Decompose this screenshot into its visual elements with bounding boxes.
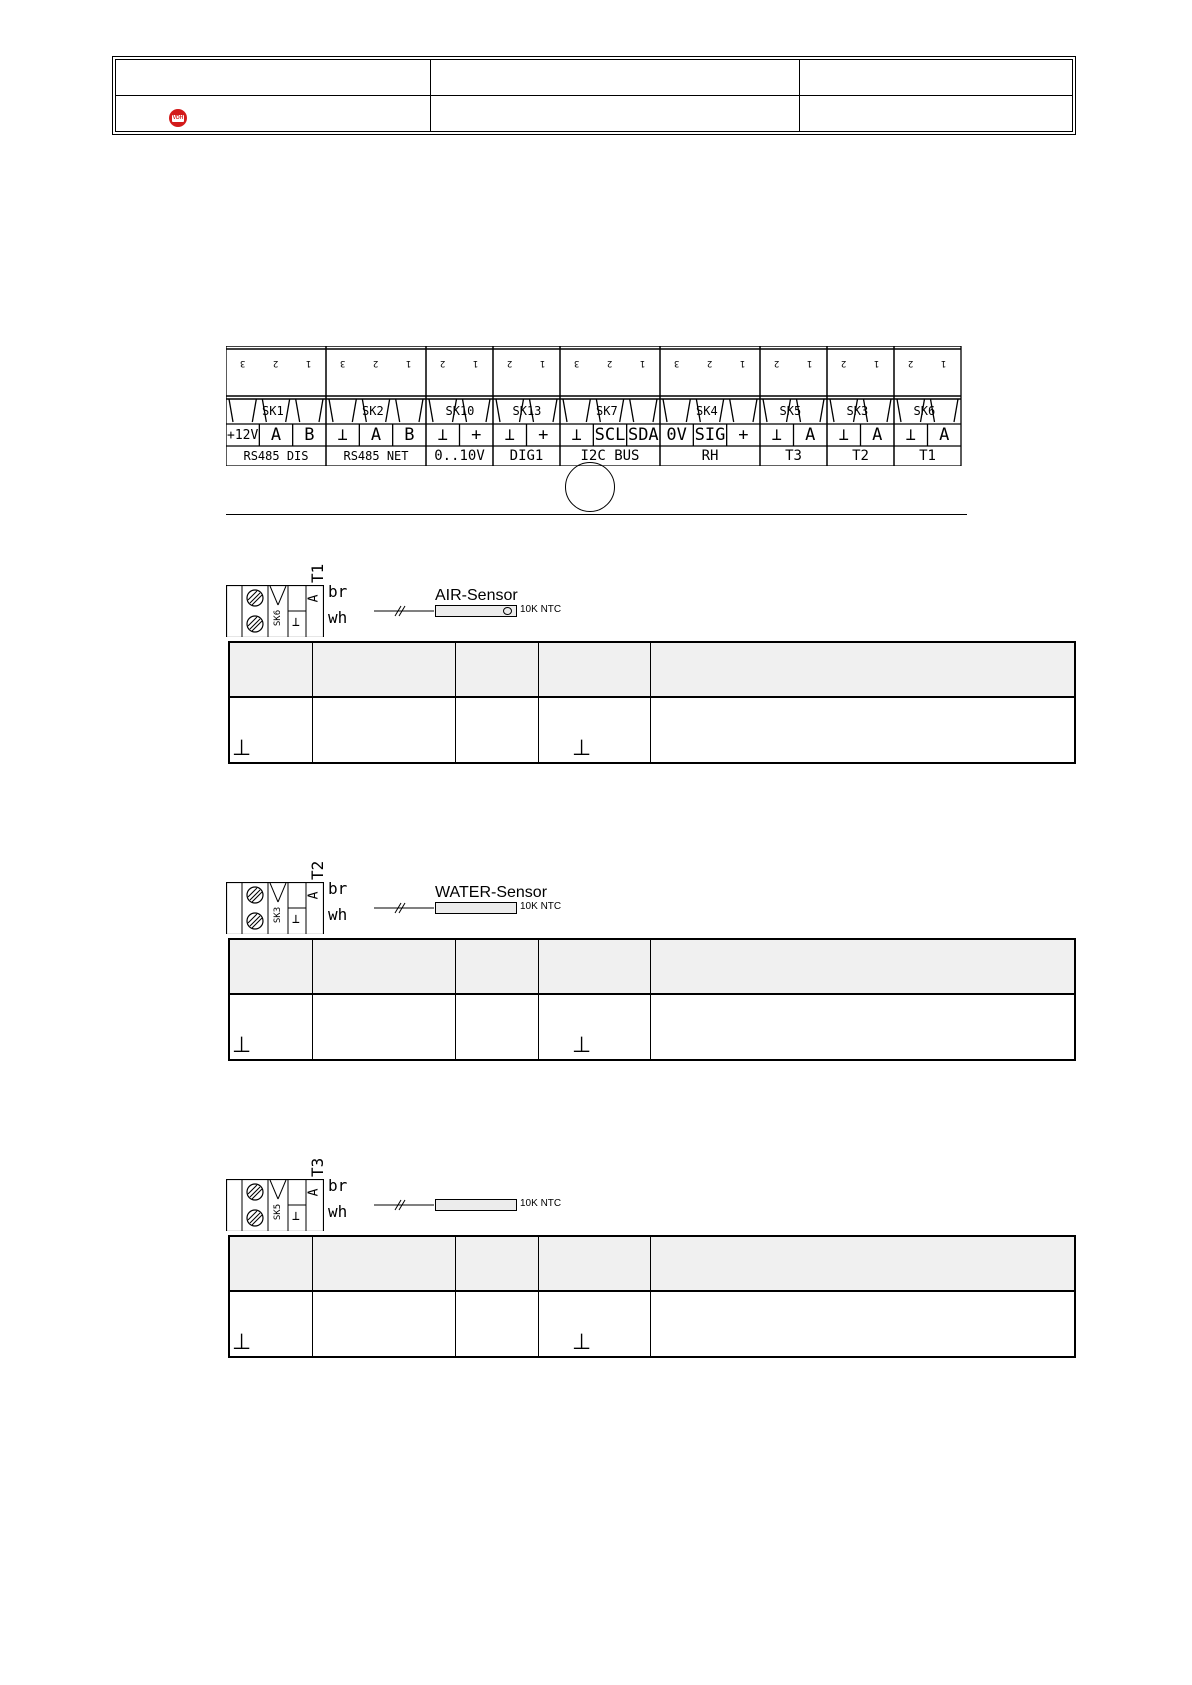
strip-line bbox=[319, 399, 323, 422]
header-col-divider bbox=[799, 60, 800, 131]
header-col-divider bbox=[430, 60, 431, 131]
terminal-connector-label: SK3 bbox=[273, 906, 284, 924]
pin-number: 1 bbox=[941, 358, 947, 368]
pin-number: 2 bbox=[373, 358, 379, 368]
connector-label: SK3 bbox=[846, 404, 869, 418]
connector-label: SK5 bbox=[779, 404, 802, 418]
pin-number: 1 bbox=[874, 358, 880, 368]
pin-signal-label: ⊥ bbox=[571, 425, 582, 445]
table-column-divider bbox=[455, 940, 456, 1059]
table-column-divider bbox=[312, 940, 313, 1059]
pin-number: 2 bbox=[273, 358, 279, 368]
probe-tip bbox=[503, 607, 512, 615]
ntc-rating: 10K NTC bbox=[520, 1198, 562, 1209]
strip-line bbox=[620, 399, 624, 422]
connector-group-label: T1 bbox=[919, 448, 936, 464]
sensor-wiring-block bbox=[226, 860, 1076, 1062]
pin-signal-label: SCL bbox=[594, 425, 626, 445]
pin-signal-label: +12V bbox=[227, 427, 259, 443]
strip-line bbox=[686, 399, 690, 422]
pin-number: 1 bbox=[540, 358, 546, 368]
sensor-name: WATER-Sensor bbox=[435, 884, 548, 901]
connector-group-label: DIG1 bbox=[509, 448, 544, 464]
pin-number: 3 bbox=[673, 358, 680, 368]
ground-symbol: ⊥ bbox=[572, 1329, 592, 1354]
strip-line bbox=[763, 399, 767, 422]
strip-line bbox=[720, 399, 724, 422]
terminal-ground: ⊥ bbox=[292, 615, 300, 630]
pin-signal-label: ⊥ bbox=[504, 425, 515, 445]
table-column-divider bbox=[538, 940, 539, 1059]
sensor-input-label: T3 bbox=[308, 1157, 327, 1177]
sensor-probe bbox=[435, 605, 517, 617]
connector-label: SK10 bbox=[445, 404, 475, 418]
table-column-divider bbox=[312, 643, 313, 762]
sensor-table bbox=[228, 938, 1076, 1061]
cable-break-symbol bbox=[374, 1195, 444, 1215]
pin-signal-label: 0V bbox=[666, 425, 687, 445]
pin-number: 1 bbox=[406, 358, 412, 368]
connector-label: SK4 bbox=[696, 404, 718, 418]
strip-line bbox=[830, 399, 834, 422]
terminal-connector-label: SK5 bbox=[273, 1203, 284, 1221]
wire-color-white: wh bbox=[328, 905, 348, 924]
strip-line bbox=[887, 399, 891, 422]
wire-color-brown: br bbox=[328, 582, 348, 601]
connector-label: SK1 bbox=[262, 404, 284, 418]
wire-color-brown: br bbox=[328, 1176, 348, 1195]
pin-number: 3 bbox=[573, 358, 580, 368]
sensor-input-label: T2 bbox=[308, 860, 327, 880]
sensor-input-label: T1 bbox=[308, 563, 327, 583]
connector-group-label: RS485 NET bbox=[343, 449, 409, 463]
sensor-table-header bbox=[230, 940, 1074, 995]
board-edge-line bbox=[226, 514, 967, 515]
ntc-rating: 10K NTC bbox=[520, 901, 562, 912]
connector-group-label: I2C BUS bbox=[580, 448, 640, 464]
ntc-rating: 10K NTC bbox=[520, 604, 562, 615]
pin-signal-label: A bbox=[872, 425, 883, 445]
table-column-divider bbox=[538, 643, 539, 762]
table-column-divider bbox=[455, 643, 456, 762]
strip-line bbox=[730, 399, 734, 422]
ground-symbol: ⊥ bbox=[572, 735, 592, 760]
strip-line bbox=[429, 399, 433, 422]
pin-signal-label: B bbox=[404, 425, 415, 445]
pin-number: 2 bbox=[506, 358, 513, 368]
pin-number: 1 bbox=[640, 358, 646, 368]
pin-signal-label: + bbox=[538, 425, 549, 445]
wire-color-white: wh bbox=[328, 1202, 348, 1221]
strip-line bbox=[897, 399, 901, 422]
table-column-divider bbox=[312, 1237, 313, 1356]
ground-symbol: ⊥ bbox=[232, 1329, 252, 1354]
strip-line bbox=[630, 399, 634, 422]
pin-signal-label: ⊥ bbox=[771, 425, 782, 445]
pin-signal-label: A bbox=[270, 425, 282, 445]
pin-number: 2 bbox=[907, 358, 914, 368]
sensor-table bbox=[228, 641, 1076, 764]
strip-line bbox=[586, 399, 590, 422]
pin-number: 2 bbox=[840, 358, 847, 368]
connector-group-label: T3 bbox=[785, 448, 802, 464]
connector-label: SK6 bbox=[913, 404, 936, 418]
cable-break-symbol bbox=[374, 601, 444, 621]
wire-color-brown: br bbox=[328, 879, 348, 898]
pin-signal-label: ⊥ bbox=[437, 425, 448, 445]
connector-label: SK7 bbox=[596, 404, 618, 418]
header-table bbox=[112, 56, 1076, 135]
strip-line bbox=[286, 399, 290, 422]
pin-number: 1 bbox=[473, 358, 479, 368]
strip-line bbox=[296, 399, 300, 422]
pin-signal-label: A bbox=[370, 425, 382, 445]
cable-break-symbol bbox=[374, 898, 444, 918]
ground-symbol: ⊥ bbox=[232, 1032, 252, 1057]
pin-signal-label: ⊥ bbox=[337, 425, 348, 445]
table-column-divider bbox=[650, 643, 651, 762]
table-column-divider bbox=[650, 940, 651, 1059]
sensor-table bbox=[228, 1235, 1076, 1358]
wire-color-white: wh bbox=[328, 608, 348, 627]
connector-strip bbox=[226, 346, 967, 466]
table-column-divider bbox=[650, 1237, 651, 1356]
terminal-ground: ⊥ bbox=[292, 912, 300, 927]
sensor-table-header bbox=[230, 1237, 1074, 1292]
strip-line bbox=[954, 399, 958, 422]
strip-line bbox=[553, 399, 557, 422]
ground-symbol: ⊥ bbox=[572, 1032, 592, 1057]
pin-signal-label: SDA bbox=[627, 425, 659, 445]
connector-label: SK2 bbox=[362, 404, 384, 418]
strip-line bbox=[386, 399, 390, 422]
strip-line bbox=[229, 399, 233, 422]
strip-line bbox=[753, 399, 757, 422]
terminal-pin-a: A bbox=[306, 891, 322, 900]
pin-signal-label: ⊥ bbox=[905, 425, 916, 445]
sensor-probe bbox=[435, 1199, 517, 1211]
sensor-table-header bbox=[230, 643, 1074, 698]
pin-number: 2 bbox=[439, 358, 446, 368]
terminal-ground: ⊥ bbox=[292, 1209, 300, 1224]
strip-line bbox=[329, 399, 333, 422]
strip-line bbox=[396, 399, 400, 422]
strip-line bbox=[486, 399, 490, 422]
strip-line bbox=[252, 399, 256, 422]
terminal-connector-label: SK6 bbox=[273, 609, 284, 627]
connector-group-label: T2 bbox=[852, 448, 869, 464]
strip-line bbox=[496, 399, 500, 422]
pin-signal-label: SIG bbox=[694, 425, 726, 445]
strip-line bbox=[563, 399, 567, 422]
sensor-probe bbox=[435, 902, 517, 914]
pin-number: 3 bbox=[339, 358, 346, 368]
ground-symbol: ⊥ bbox=[232, 735, 252, 760]
terminal-pin-a: A bbox=[306, 1188, 322, 1197]
header-row-divider bbox=[116, 95, 1072, 96]
pin-number: 2 bbox=[707, 358, 713, 368]
connector-group-label: RS485 DIS bbox=[243, 449, 309, 463]
vdh-logo: VDH bbox=[169, 109, 187, 127]
strip-line bbox=[820, 399, 824, 422]
pin-number: 1 bbox=[807, 358, 813, 368]
pin-number: 1 bbox=[306, 358, 312, 368]
strip-line bbox=[653, 399, 657, 422]
pin-signal-label: ⊥ bbox=[838, 425, 849, 445]
strip-line bbox=[419, 399, 423, 422]
terminal-pin-a: A bbox=[306, 594, 322, 603]
pin-signal-label: A bbox=[939, 425, 950, 445]
sensor-wiring-block bbox=[226, 563, 1076, 765]
pin-signal-label: B bbox=[304, 425, 315, 445]
strip-line bbox=[352, 399, 356, 422]
strip-line bbox=[663, 399, 667, 422]
mounting-hole bbox=[565, 462, 615, 512]
table-column-divider bbox=[538, 1237, 539, 1356]
pin-number: 3 bbox=[239, 358, 246, 368]
sensor-wiring-block bbox=[226, 1157, 1076, 1359]
connector-group-label: RH bbox=[701, 448, 719, 464]
pin-signal-label: + bbox=[738, 425, 749, 445]
pin-number: 2 bbox=[607, 358, 613, 368]
pin-signal-label: + bbox=[471, 425, 482, 445]
sensor-name: AIR-Sensor bbox=[435, 587, 518, 604]
pin-number: 1 bbox=[740, 358, 746, 368]
table-column-divider bbox=[455, 1237, 456, 1356]
pin-number: 2 bbox=[773, 358, 780, 368]
pin-signal-label: A bbox=[805, 425, 816, 445]
connector-label: SK13 bbox=[512, 404, 542, 418]
connector-group-label: 0..10V bbox=[434, 448, 485, 464]
